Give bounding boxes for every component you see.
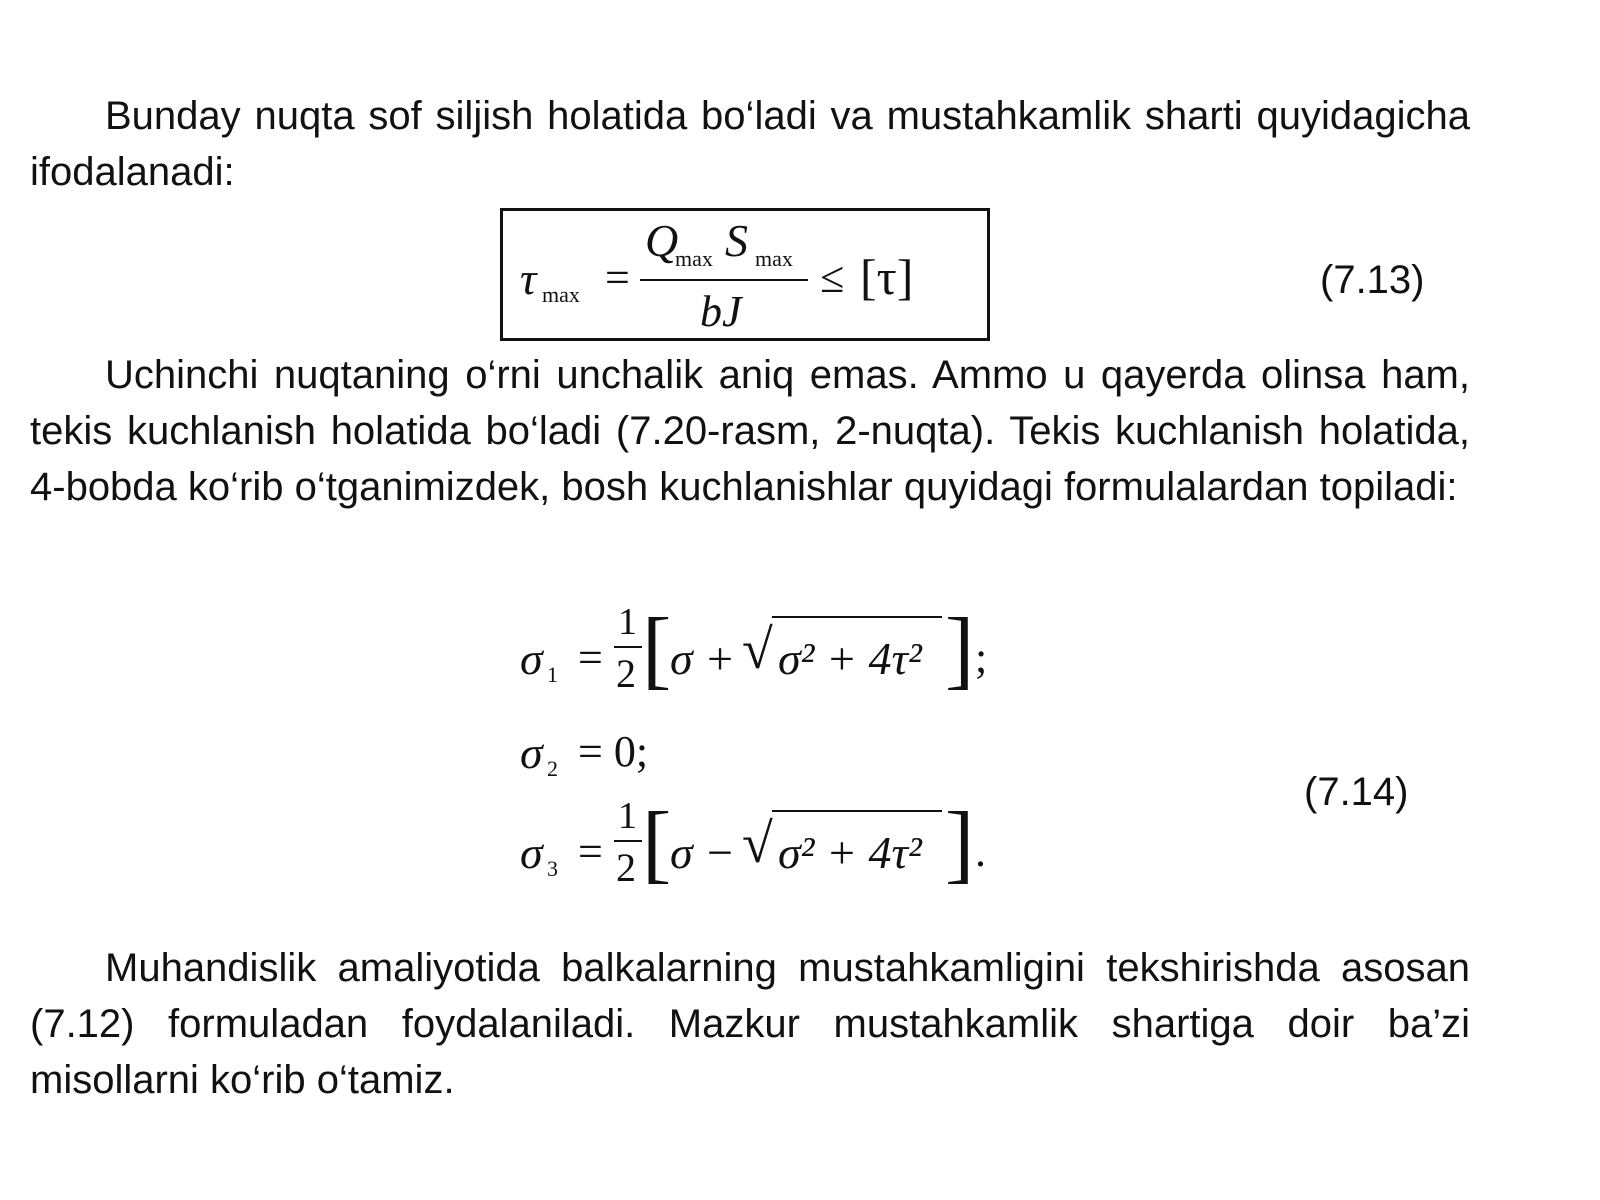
left-bracket-3: [	[642, 795, 672, 892]
sigma1-subscript: 1	[547, 662, 558, 687]
row1-radicand: σ² + 4τ²	[778, 633, 922, 684]
sqrt-sign-1: √	[742, 619, 773, 681]
left-bracket-1: [	[642, 601, 672, 698]
tau-subscript: max	[542, 282, 580, 307]
sqrt-overline-1	[772, 616, 942, 618]
row3-body: σ −	[670, 827, 736, 878]
equals-sign-3: =	[578, 827, 603, 876]
half-denominator-3: 2	[616, 845, 636, 890]
tau-symbol: τ	[520, 253, 537, 304]
equals-sign: =	[605, 253, 630, 302]
tau-bracket: [τ]	[860, 249, 914, 305]
sigma2-subscript: 2	[547, 756, 558, 781]
row2-rhs: = 0;	[578, 727, 649, 776]
Q-symbol: Q	[645, 215, 679, 266]
sqrt-overline-3	[772, 810, 942, 812]
leq-sign: ≤	[820, 253, 845, 302]
half-line-1	[614, 646, 642, 648]
paragraph-2: Uchinchi nuqtaning o‘rni unchalik aniq emas. Ammo u qayerda olinsa ham, tekis kuchlanish holatida bo‘ladi (7.20-rasm, 2-nuqta). Tekis kuchlanish holatida, 4-bobda ko‘rib o‘tganimizdek, bosh kuchlanishlar quyidagi formulalardan topiladi:	[30, 353, 1470, 509]
sigma2-symbol: σ	[520, 727, 543, 778]
sigma1-symbol: σ	[520, 633, 543, 684]
row3-end: .	[975, 827, 986, 876]
right-bracket-1: ]	[945, 601, 975, 698]
denominator: bJ	[700, 287, 742, 336]
S-symbol: S	[725, 215, 748, 266]
sigma3-subscript: 3	[547, 856, 558, 881]
row3-radicand: σ² + 4τ²	[778, 827, 922, 878]
half-line-3	[614, 840, 642, 842]
equals-sign-1: =	[578, 633, 603, 682]
half-numerator-1: 1	[618, 601, 637, 643]
S-subscript: max	[755, 246, 793, 271]
equation-number-7-13: (7.13)	[1320, 258, 1425, 302]
document-page	[30, 0, 1470, 1200]
half-denominator-1: 2	[616, 651, 636, 696]
paragraph-1: Bunday nuqta sof siljish holatida bo‘ladi va mustahkamlik sharti quyidagicha ifodalanadi:	[30, 94, 1470, 194]
sqrt-sign-3: √	[742, 813, 773, 875]
sigma3-symbol: σ	[520, 827, 543, 878]
equation-number-7-14: (7.14)	[1304, 770, 1409, 814]
Q-subscript: max	[675, 246, 713, 271]
row1-end: ;	[975, 633, 988, 682]
paragraph-3: Muhandislik amaliyotida balkalarning mustahkamligini tekshirishda asosan (7.12) formuladan foydalaniladi. Mazkur mustahkamlik shartiga doir ba’zi misollarni ko‘rib o‘tamiz.	[30, 946, 1470, 1102]
fraction-line	[640, 279, 808, 281]
row1-body: σ +	[670, 633, 736, 684]
half-numerator-3: 1	[618, 795, 637, 837]
right-bracket-3: ]	[945, 795, 975, 892]
